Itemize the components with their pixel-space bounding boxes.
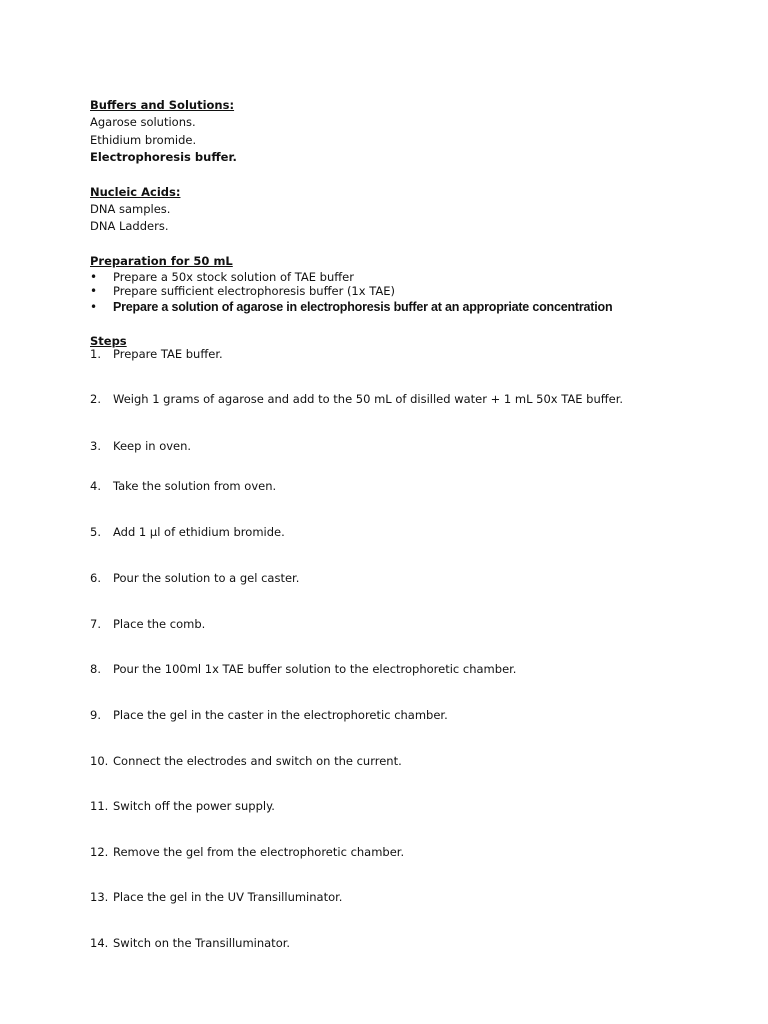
step-item — [90, 754, 402, 768]
buffers-bold-item: Electrophoresis buffer. — [90, 150, 237, 164]
nucleic-item: DNA samples. — [90, 201, 171, 216]
step-number: 9. — [90, 708, 101, 722]
step-item — [90, 799, 275, 813]
step-text: Prepare TAE buffer. — [113, 347, 223, 361]
step-number: 12. — [90, 845, 109, 859]
step-text: Place the gel in the caster in the electrophoretic chamber. — [113, 708, 448, 722]
step-number: 10. — [90, 754, 109, 768]
step-text: Connect the electrodes and switch on the current. — [113, 754, 402, 768]
buffers-item: Agarose solutions. — [90, 115, 196, 129]
step-text: Place the gel in the UV Transilluminator. — [113, 890, 343, 904]
step-item — [90, 479, 276, 493]
preparation-heading: Preparation for 50 mL — [90, 253, 233, 268]
step-number: 3. — [90, 439, 101, 453]
preparation-bullet: • Prepare sufficient electrophoresis buffer (1x TAE) — [90, 284, 730, 298]
step-text: Add 1 µl of ethidium bromide. — [113, 525, 285, 539]
buffers-heading: Buffers and Solutions: — [90, 98, 235, 112]
step-text: Pour the 100ml 1x TAE buffer solution to the electrophoretic chamber. — [113, 662, 517, 676]
step-number: 8. — [90, 662, 101, 676]
step-item — [90, 845, 404, 859]
step-item — [90, 617, 205, 631]
preparation-bullet: • Prepare a solution of agarose in electrophoresis buffer at an appropriate concentration — [90, 298, 730, 317]
step-item — [90, 347, 223, 361]
step-item — [90, 662, 516, 676]
step-number: 7. — [90, 617, 101, 631]
nucleic-heading: Nucleic Acids: — [90, 184, 181, 199]
step-text: Keep in oven. — [113, 439, 192, 453]
step-item — [90, 890, 342, 904]
step-item — [90, 708, 448, 722]
step-text: Switch on the Transilluminator. — [113, 936, 291, 950]
step-text: Weigh 1 grams of agarose and add to the 50 mL of disilled water + 1 mL 50x TAE buffer. — [113, 392, 624, 406]
step-number: 13. — [90, 890, 109, 904]
step-number: 11. — [90, 799, 109, 813]
step-number: 5. — [90, 525, 101, 539]
step-number: 14. — [90, 936, 109, 950]
step-text: Take the solution from oven. — [113, 479, 277, 493]
step-number: 4. — [90, 479, 101, 493]
step-text: Place the comb. — [113, 617, 206, 631]
preparation-bullet: • Prepare a 50x stock solution of TAE buffer — [90, 270, 730, 284]
steps-heading: Steps — [90, 333, 127, 348]
preparation-list — [90, 270, 730, 317]
buffers-item: Ethidium bromide. — [90, 132, 197, 147]
step-number: 6. — [90, 571, 101, 585]
step-text: Pour the solution to a gel caster. — [113, 571, 300, 585]
step-item — [90, 571, 299, 585]
step-item — [90, 525, 285, 539]
step-number: 2. — [90, 392, 101, 406]
document-body — [90, 97, 730, 350]
step-text: Remove the gel from the electrophoretic chamber. — [113, 845, 405, 859]
step-text: Switch off the power supply. — [113, 799, 275, 813]
step-item — [90, 936, 290, 950]
nucleic-item: DNA Ladders. — [90, 219, 169, 233]
step-number: 1. — [90, 347, 101, 361]
step-item — [90, 439, 191, 453]
step-item — [90, 392, 623, 406]
